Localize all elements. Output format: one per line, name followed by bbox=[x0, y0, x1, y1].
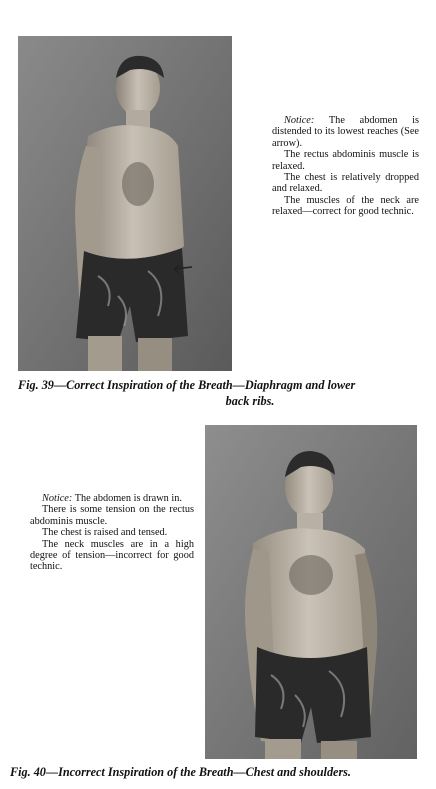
figure-39-man-standing-image bbox=[18, 36, 232, 371]
figure-39-notice-label: Notice: bbox=[284, 115, 315, 126]
figure-40-notice-line3: The chest is raised and tensed. bbox=[42, 527, 168, 539]
figure-40-notice-label: Notice: bbox=[42, 493, 73, 504]
figure-39-caption bbox=[18, 377, 422, 409]
figure-39-notice-line2: The rectus abdominis muscle is relaxed. bbox=[272, 149, 419, 172]
figure-40-notice bbox=[30, 493, 194, 573]
figure-40-notice-line4: The neck muscles are in a high degree of tension—incorrect for good technic. bbox=[30, 538, 194, 573]
figure-40-notice-line1 bbox=[30, 493, 194, 504]
figure-40-man-standing-image bbox=[205, 425, 417, 759]
figure-39-notice-line4: The muscles of the neck are relaxed—correct for good technic. bbox=[272, 194, 419, 218]
figure-39-caption-line1: Fig. 39—Correct Inspiration of the Breath—Diaphragm and lower bbox=[18, 378, 356, 392]
figure-40-caption: Fig. 40—Incorrect Inspiration of the Breath—Chest and shoulders. bbox=[10, 765, 351, 779]
figure-39-notice-line1 bbox=[272, 115, 419, 149]
figure-39-caption-line2: back ribs. bbox=[225, 394, 275, 408]
figure-40-notice-text1: The abdomen is drawn in. bbox=[74, 493, 182, 504]
figure-39-notice-line3: The chest is relatively dropped and relaxed. bbox=[272, 172, 419, 195]
figure-39-photo bbox=[18, 36, 232, 371]
figure-39-notice-text1: The abdomen is distended to its lowest reaches (See arrow). bbox=[272, 115, 419, 149]
figure-39-notice bbox=[272, 115, 419, 218]
figure-40-photo bbox=[205, 425, 417, 759]
figure-40-notice-line2: There is some tension on the rectus abdominis muscle. bbox=[30, 504, 194, 527]
